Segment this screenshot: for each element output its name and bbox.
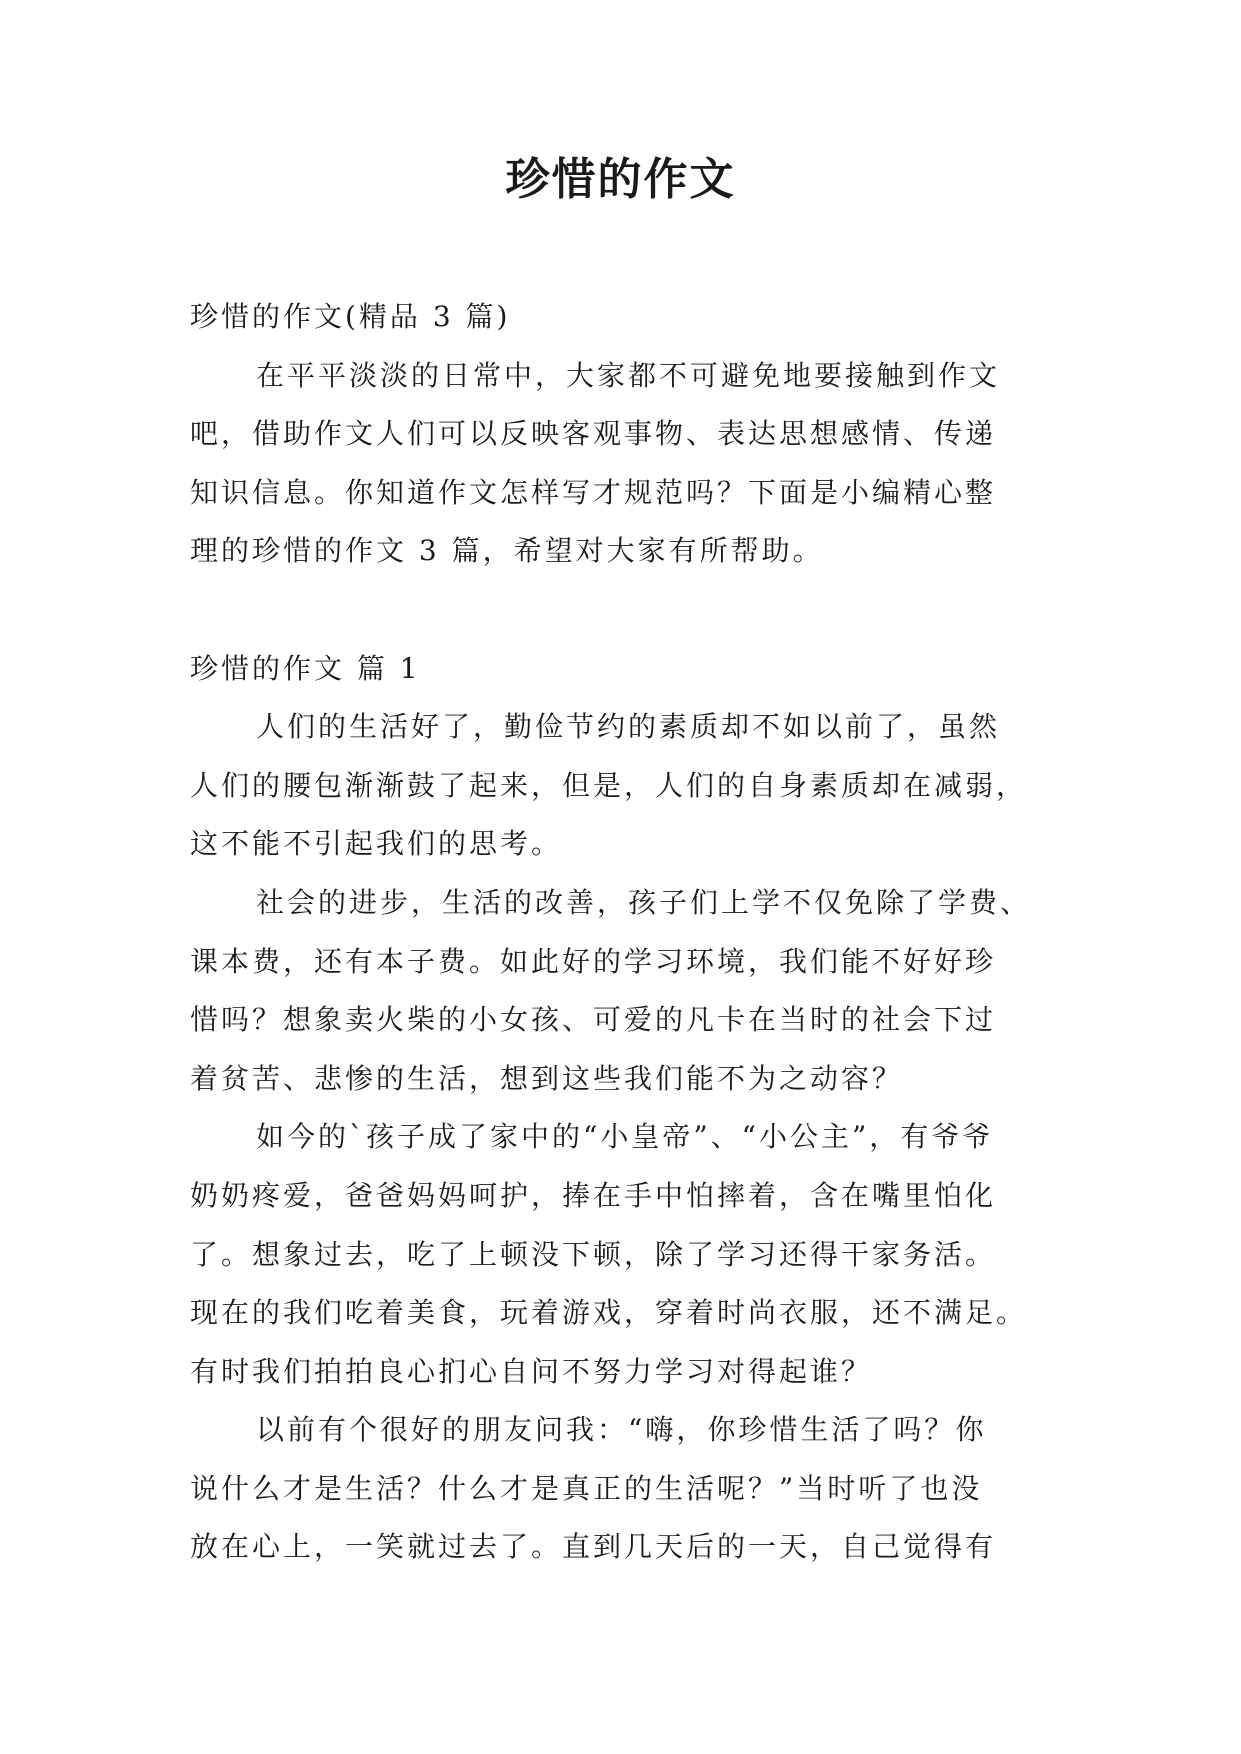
paragraph-line: 这不能不引起我们的思考。: [190, 827, 563, 861]
blank-line: [190, 581, 1055, 640]
intro-line: 理的珍惜的作文 3 篇，希望对大家有所帮助。: [190, 534, 824, 568]
document-subtitle: 珍惜的作文(精品 3 篇): [190, 300, 511, 333]
paragraph-line: 着贫苦、悲惨的生活，想到这些我们能不为之动容？: [190, 1061, 904, 1095]
paragraph-line: 说什么才是生活？什么才是真正的生活呢？”当时听了也没: [190, 1471, 983, 1505]
intro-line: 吧，借助作文人们可以反映客观事物、表达思想感情、传递: [190, 417, 997, 451]
paragraph-line: 放在心上，一笑就过去了。直到几天后的一天，自己觉得有: [190, 1530, 997, 1564]
section-heading: 珍惜的作文 篇 1: [190, 651, 421, 685]
paragraph-line: 课本费，还有本子费。如此好的学习环境，我们能不好好珍: [190, 944, 997, 978]
document-body: [190, 288, 1055, 1577]
paragraph-line: 有时我们拍拍良心扪心自问不努力学习对得起谁？: [190, 1354, 873, 1388]
paragraph-line: 惜吗？想象卖火柴的小女孩、可爱的凡卡在当时的社会下过: [190, 1003, 997, 1037]
paragraph-line: 奶奶疼爱，爸爸妈妈呵护，捧在手中怕摔着，含在嘴里怕化: [190, 1178, 997, 1212]
paragraph-1: [190, 698, 1055, 874]
paragraph-line: 人们的腰包渐渐鼓了起来，但是，人们的自身素质却在减弱，: [190, 768, 1028, 802]
paragraph-line: 以前有个很好的朋友问我：“嗨，你珍惜生活了吗？你: [256, 1413, 987, 1447]
paragraph-4: [190, 1401, 1055, 1577]
paragraph-line: 了。想象过去，吃了上顿没下顿，除了学习还得干家务活。: [190, 1237, 997, 1271]
intro-line: 知识信息。你知道作文怎样写才规范吗？下面是小编精心整: [190, 475, 997, 509]
intro-line: 在平平淡淡的日常中，大家都不可避免地要接触到作文: [256, 358, 1001, 392]
document-title: 珍惜的作文: [505, 154, 736, 205]
paragraph-2: [190, 874, 1055, 1108]
intro-paragraph: [190, 347, 1055, 581]
paragraph-line: 现在的我们吃着美食，玩着游戏，穿着时尚衣服，还不满足。: [190, 1296, 1028, 1330]
paragraph-line: 人们的生活好了，勤俭节约的素质却不如以前了，虽然: [256, 710, 1001, 744]
paragraph-line: 社会的进步，生活的改善，孩子们上学不仅免除了学费、: [256, 885, 1032, 919]
paragraph-3: [190, 1108, 1055, 1401]
paragraph-line: 如今的`孩子成了家中的“小皇帝”、“小公主”，有爷爷: [256, 1120, 994, 1154]
